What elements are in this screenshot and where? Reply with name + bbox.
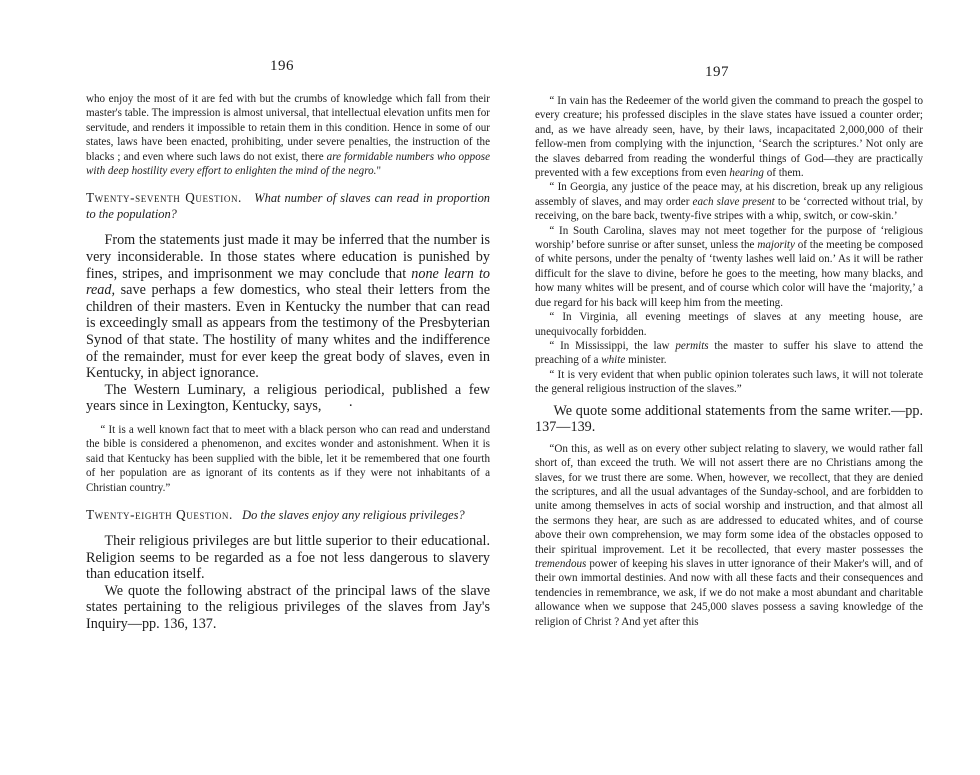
jay-paragraph-south-carolina (535, 224, 923, 310)
answer-27-italic: none learn to read, (86, 265, 491, 299)
jay-p5-italic-permits: permits (675, 339, 709, 352)
jay-p3-end: of the meeting be composed of white persons, under the penalty of ‘twenty lashes well laid on.’ As it will be rather difficult for the slave to divine, before he goes to the meeting, how many blacks, and how many whites will be present, and of course which color will have the ‘majority,’ a due regard for his back will keep him from the meeting. (535, 239, 923, 309)
jay-paragraph-virginia: “ In Virginia, all evening meetings of slaves at any meeting house, are unequivocally forbidden. (535, 311, 923, 338)
left-page-number: 196 (270, 58, 294, 74)
question-28-label: Twenty-eighth Question. (86, 507, 233, 522)
answer-27-luminary-intro: The Western Luminary, a religious periodical, published a few years since in Lexington, Kentucky, says, (86, 381, 490, 415)
jay-p1-end: of them. (766, 167, 804, 180)
answer-27-paragraph-1 (86, 232, 490, 381)
answer-28-paragraph-1: Their religious privileges are but little superior to their educational. Religion seems to be regarded as a foe not less dangerous to slavery than education itself. (86, 533, 490, 583)
jay-p1-start: “ In vain has the Redeemer of the world given the command to preach the gospel to every creature; his professed disciples in the slave states have issued a counter order; and, as we have already seen, have, by their laws, incapacitated 2,000,000 of their fellow-men from complying with the injunction, ‘Search the scriptures.’ Not only are the slaves debarred from reading the wonderful things of God—they are practically prevented with a few exceptions from even (535, 95, 923, 180)
continuation-text: who enjoy the most of it are fed with but the crumbs of knowledge which fall from their master's table. The impression is almost universal, that intellectual elevation unfits men for servitude, and renders it impossible to retain them in this condition. Hence in some of our states, laws have been enacted, prohibiting, under severe penalties, the instruction of the blacks ; and even where such laws do not exist, there (86, 93, 490, 163)
answer-28-paragraph-2: We quote the following abstract of the principal laws of the slave states pertaining to the religious privileges of the slaves from Jay's Inquiry—pp. 136, 137. (86, 582, 490, 632)
right-page (535, 0, 923, 775)
jay-p5-end: minister. (628, 354, 667, 367)
jay-p8-end: power of keeping his slaves in utter ignorance of their Maker's will, and of their own immortal destinies. And now with all these facts and their consequences and tendencies in remembrance, we ask, if we do not make a most abundant and charitable allowance when we suppose that 245,000 slaves possess a saving knowledge of the religion of Christ ? And yet after this (535, 557, 923, 628)
jay-paragraph-additional (535, 442, 923, 629)
answer-27-text-end: save perhaps a few domestics, who steal their letters from the children of their masters. Even in Kentucky the number that can read is exceedingly small as appears from the testimony of the Presbyterian Synod of that state. The hostility of many whites and the indifference of the remainder, must for ever keep the great body of slaves, even in Kentucky, in abject ignorance. (86, 282, 490, 382)
jay-p3-start: “ In South Carolina, slaves may not meet together for the purpose of ‘religious worship’ before sunrise or after sunset, unless the (535, 224, 923, 252)
right-page-number: 197 (705, 64, 729, 80)
right-page-content (535, 94, 923, 629)
question-27-text: What number of slaves can read in proportion to the population? (86, 191, 490, 222)
jay-p3-italic: majority (757, 239, 795, 252)
jay-p2-start: “ In Georgia, any justice of the peace may, at his discretion, break up any religious assembly of slaves, and may order (535, 181, 923, 208)
left-page-content (86, 92, 490, 633)
jay-paragraph-1 (535, 94, 923, 180)
jay-paragraph-conclusion: “ It is very evident that when public opinion tolerates such laws, it will not tolerate the general religious instruction of the slaves.” (535, 368, 923, 396)
answer-27-paragraph-2 (86, 382, 490, 415)
jay-paragraph-mississippi (535, 339, 923, 368)
jay-p5-italic-white: white (601, 354, 626, 367)
luminary-quote: “ It is a well known fact that to meet with a black person who can read and understand the bible is considered a phenomenon, and excites wonder and astonishment. When it is said that Kentucky has been supplied with the bible, let it be remembered that one fourth of her population are as ignorant of its contents as if they were not inhabitants of a Christian country.” (86, 423, 490, 494)
continuation-paragraph (86, 92, 490, 178)
question-28-heading (86, 507, 490, 523)
jay-p2-italic: each slave present (692, 195, 775, 208)
left-page (86, 0, 490, 775)
answer-27-text-start: From the statements just made it may be inferred that the number is very inconsiderable. In those states where education is punished by fines, stripes, and imprisonment we may conclude that (86, 232, 490, 282)
jay-p5-mid: the master to suffer his slave to attend the preaching of a (535, 339, 924, 367)
additional-statements-intro: We quote some additional statements from the same writer.—pp. 137—139. (535, 402, 923, 436)
continuation-italic: are formidable numbers who oppose with deep hostility every effort to enlighten the mind of the negro. (86, 150, 490, 178)
jay-p5-start: “ In Mississippi, the law (549, 339, 670, 352)
jay-p8-italic: tremendous (535, 557, 587, 570)
question-27-label: Twenty-seventh Question. (86, 190, 242, 206)
jay-p2-end: to be ‘corrected without trial, by receiving, on the bare back, twenty-five stripes with a whip, switch, or cow-skin.’ (535, 195, 924, 223)
question-28-text: Do the slaves enjoy any religious privileges? (242, 508, 465, 522)
stray-mark: · (348, 398, 354, 415)
question-27-heading (86, 190, 490, 222)
jay-p1-italic: hearing (729, 167, 764, 180)
jay-paragraph-georgia (535, 180, 923, 223)
continuation-end: " (376, 165, 381, 178)
jay-p8-start: “On this, as well as on every other subject relating to slavery, we would rather fall short of, than exceed the truth. We will not assert there are no Christians among the slaves, for we trust there are some. When, however, we recollect, that they are denied the scriptures, and all the usual advantages of the Sunday-school, and are forbidden to unite among themselves in acts of social worship and instruction, and that almost all the sermons they hear, are such as are addressed to educated whites, and of course above their own comprehension, we may form some idea of the obstacles opposed to their spiritual improvement. Let it be recollected, that every master possesses the (535, 442, 923, 556)
